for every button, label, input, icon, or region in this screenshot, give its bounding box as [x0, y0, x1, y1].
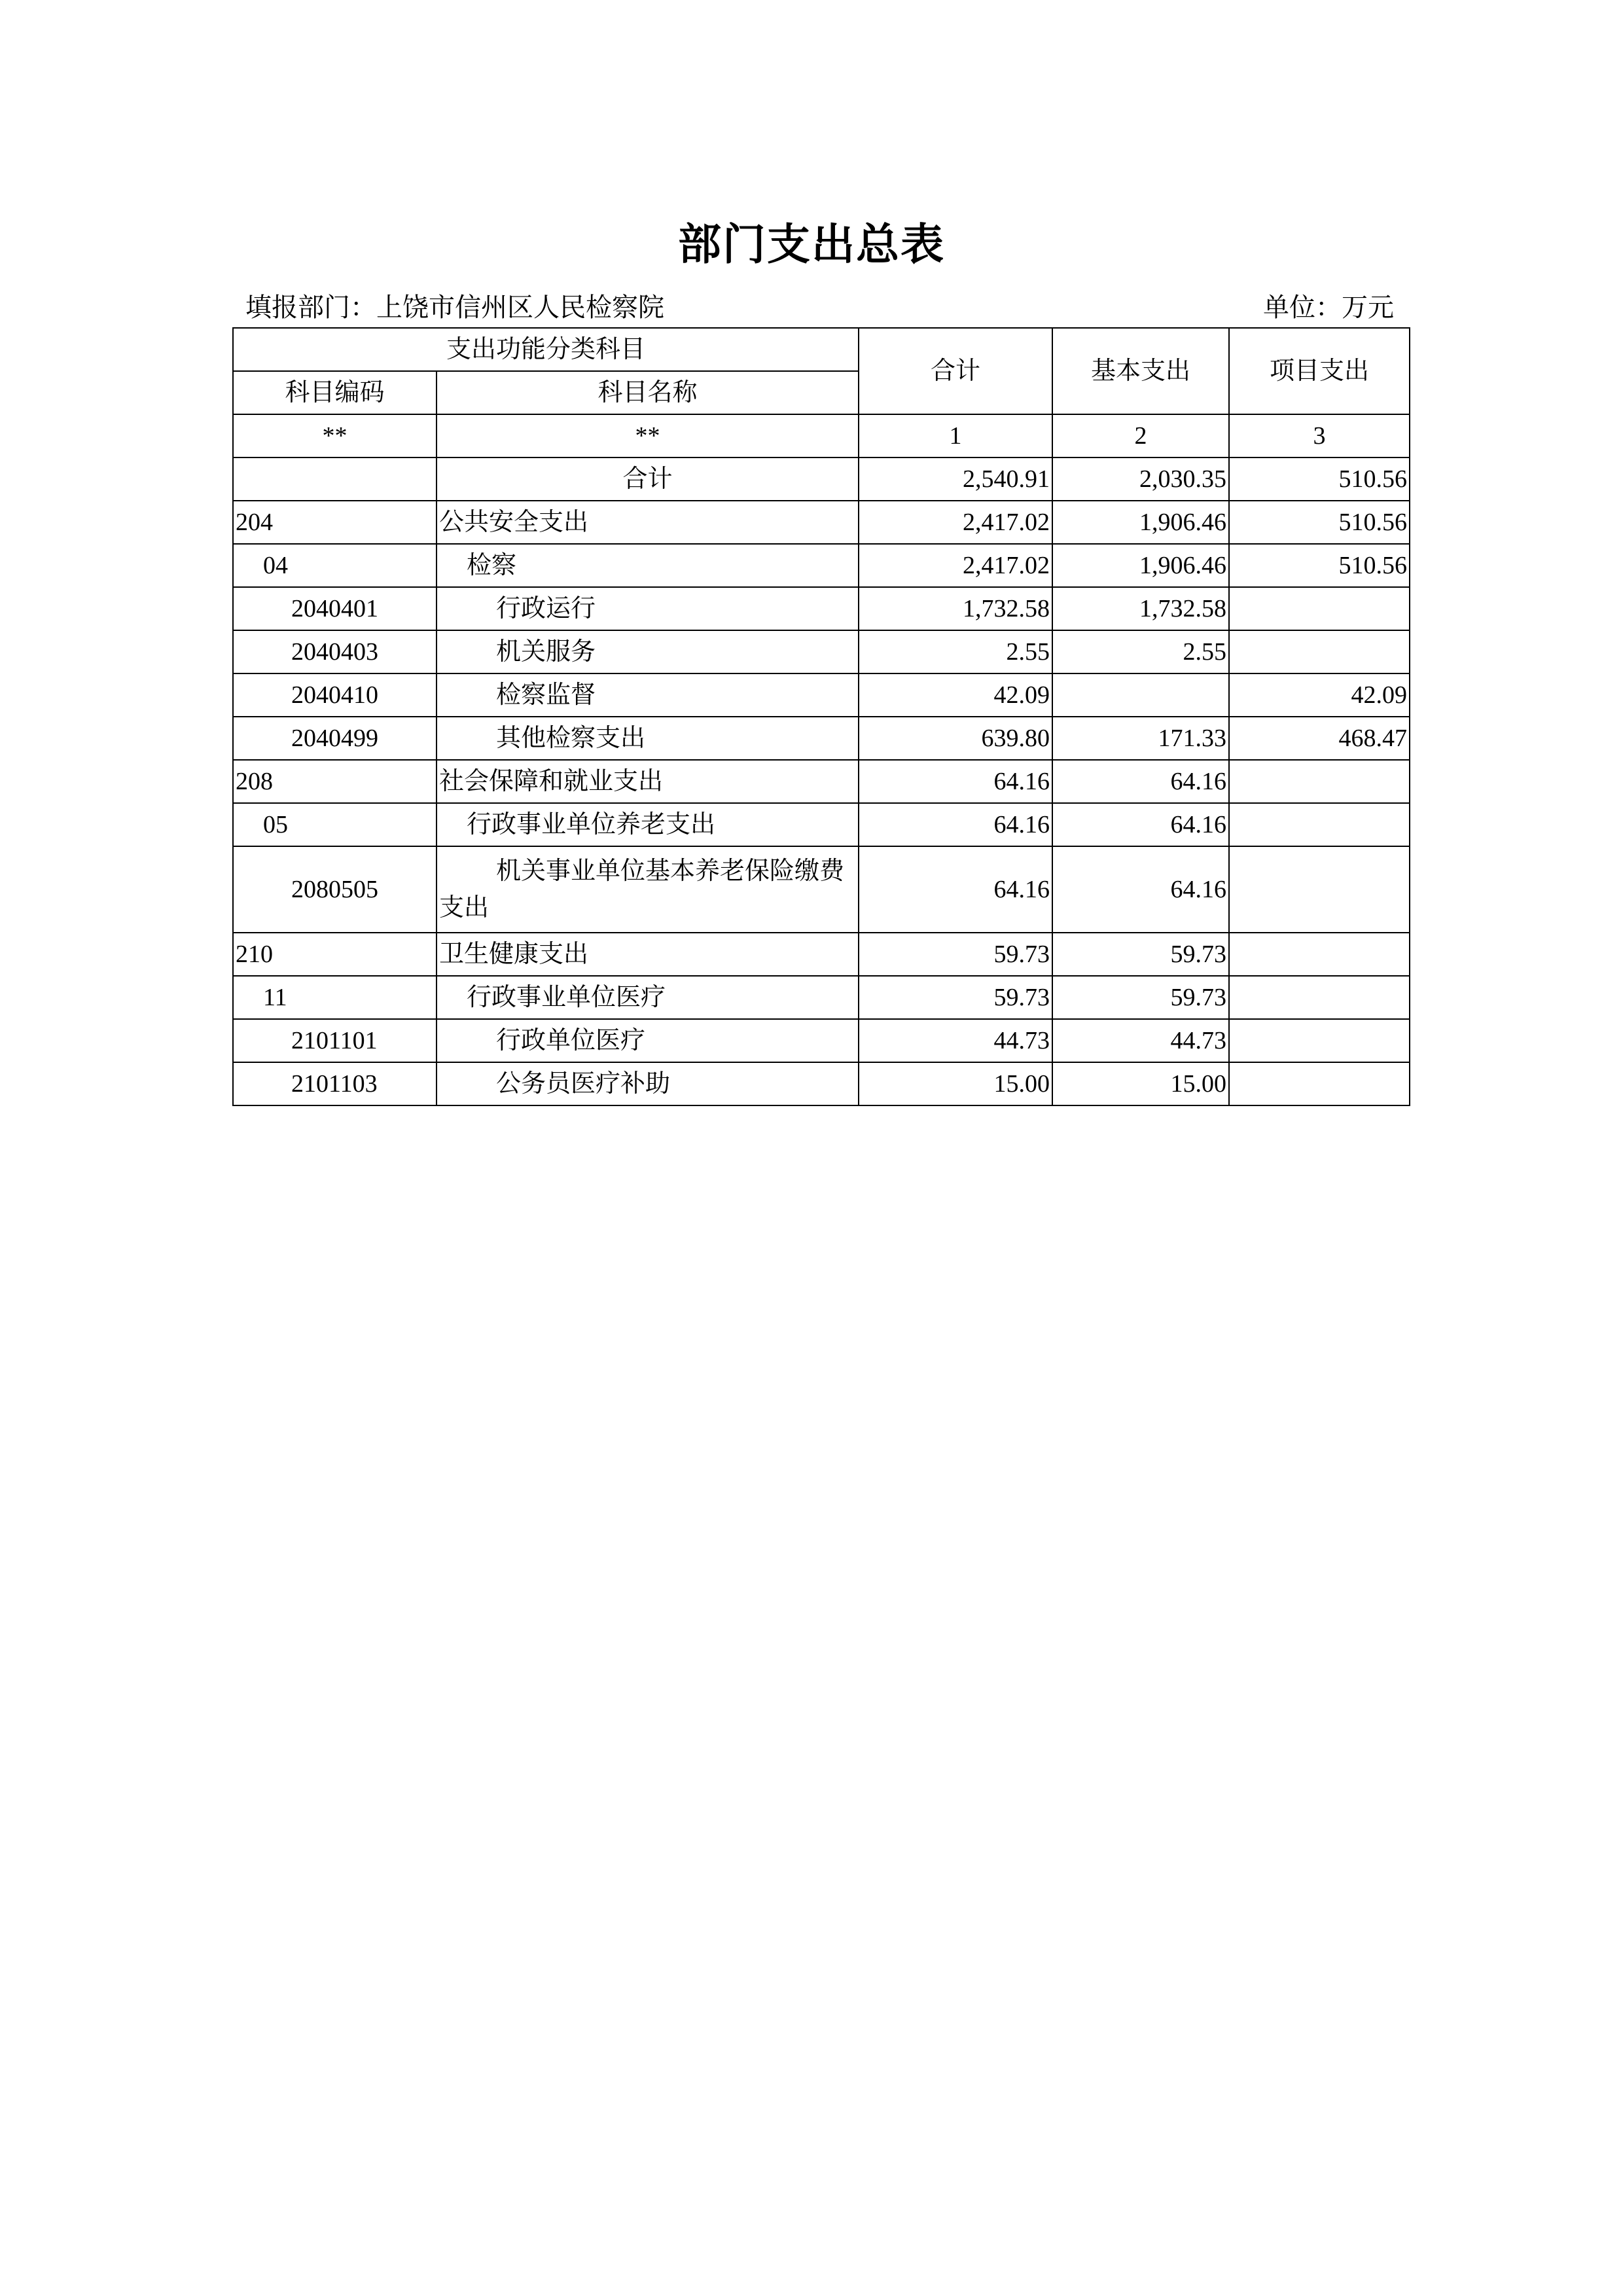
header-basic: 基本支出 — [1052, 328, 1229, 414]
index-total: 1 — [859, 414, 1052, 457]
row-basic: 59.73 — [1052, 933, 1229, 976]
row-name: 行政单位医疗 — [437, 1019, 859, 1062]
row-total: 2,417.02 — [859, 501, 1052, 544]
row-code: 2040403 — [233, 630, 437, 673]
row-name: 机关事业单位基本养老保险缴费支出 — [437, 846, 859, 933]
unit-label: 单位：万元 — [1263, 293, 1394, 323]
row-project — [1229, 846, 1410, 933]
table-row — [233, 933, 1410, 976]
row-name: 行政事业单位养老支出 — [437, 803, 859, 846]
index-row — [233, 414, 1410, 457]
row-code: 11 — [233, 976, 437, 1019]
index-code: ** — [233, 414, 437, 457]
row-name: 社会保障和就业支出 — [437, 760, 859, 803]
row-total: 64.16 — [859, 803, 1052, 846]
row-name: 行政事业单位医疗 — [437, 976, 859, 1019]
row-total: 42.09 — [859, 673, 1052, 717]
row-name: 公务员医疗补助 — [437, 1062, 859, 1105]
row-project — [1229, 976, 1410, 1019]
row-code: 2101101 — [233, 1019, 437, 1062]
row-basic: 59.73 — [1052, 976, 1229, 1019]
row-name: 行政运行 — [437, 587, 859, 630]
row-total: 64.16 — [859, 846, 1052, 933]
header-total: 合计 — [859, 328, 1052, 414]
row-code: 2040499 — [233, 717, 437, 760]
row-total: 2,540.91 — [859, 457, 1052, 501]
header-name: 科目名称 — [437, 371, 859, 414]
row-code: 204 — [233, 501, 437, 544]
header-row-1 — [233, 328, 1410, 371]
row-project — [1229, 933, 1410, 976]
row-project: 510.56 — [1229, 544, 1410, 587]
table-row — [233, 457, 1410, 501]
table-row — [233, 1019, 1410, 1062]
row-project — [1229, 760, 1410, 803]
row-basic: 171.33 — [1052, 717, 1229, 760]
row-basic — [1052, 673, 1229, 717]
department-label: 填报部门：上饶市信州区人民检察院 — [245, 293, 664, 323]
row-basic: 44.73 — [1052, 1019, 1229, 1062]
table-row — [233, 760, 1410, 803]
row-total: 2.55 — [859, 630, 1052, 673]
header-project: 项目支出 — [1229, 328, 1410, 414]
row-project: 42.09 — [1229, 673, 1410, 717]
table-row — [233, 1062, 1410, 1105]
row-total: 64.16 — [859, 760, 1052, 803]
row-project — [1229, 630, 1410, 673]
row-basic: 64.16 — [1052, 803, 1229, 846]
page-title: 部门支出总表 — [678, 219, 945, 270]
row-code: 210 — [233, 933, 437, 976]
table-row — [233, 976, 1410, 1019]
row-code: 2080505 — [233, 846, 437, 933]
row-name: 检察监督 — [437, 673, 859, 717]
row-project: 510.56 — [1229, 457, 1410, 501]
row-basic: 15.00 — [1052, 1062, 1229, 1105]
row-total: 59.73 — [859, 976, 1052, 1019]
row-project — [1229, 587, 1410, 630]
index-name: ** — [437, 414, 859, 457]
row-total: 59.73 — [859, 933, 1052, 976]
row-code — [233, 457, 437, 501]
table-row — [233, 717, 1410, 760]
index-project: 3 — [1229, 414, 1410, 457]
row-basic: 64.16 — [1052, 846, 1229, 933]
table-row — [233, 544, 1410, 587]
header-group: 支出功能分类科目 — [233, 328, 859, 371]
row-code: 04 — [233, 544, 437, 587]
row-basic: 1,906.46 — [1052, 501, 1229, 544]
table-row — [233, 846, 1410, 933]
row-name: 公共安全支出 — [437, 501, 859, 544]
table-row — [233, 587, 1410, 630]
row-name: 其他检察支出 — [437, 717, 859, 760]
row-code: 2101103 — [233, 1062, 437, 1105]
row-name: 机关服务 — [437, 630, 859, 673]
row-code: 208 — [233, 760, 437, 803]
table-row — [233, 501, 1410, 544]
row-basic: 2,030.35 — [1052, 457, 1229, 501]
row-total: 639.80 — [859, 717, 1052, 760]
row-total: 15.00 — [859, 1062, 1052, 1105]
row-name: 检察 — [437, 544, 859, 587]
row-project — [1229, 803, 1410, 846]
row-basic: 1,732.58 — [1052, 587, 1229, 630]
index-basic: 2 — [1052, 414, 1229, 457]
row-total: 1,732.58 — [859, 587, 1052, 630]
row-code: 2040410 — [233, 673, 437, 717]
row-basic: 64.16 — [1052, 760, 1229, 803]
row-project — [1229, 1062, 1410, 1105]
row-code: 2040401 — [233, 587, 437, 630]
row-total: 44.73 — [859, 1019, 1052, 1062]
row-project: 468.47 — [1229, 717, 1410, 760]
table-row — [233, 673, 1410, 717]
table-row — [233, 630, 1410, 673]
row-basic: 2.55 — [1052, 630, 1229, 673]
row-project: 510.56 — [1229, 501, 1410, 544]
row-code: 05 — [233, 803, 437, 846]
row-total: 2,417.02 — [859, 544, 1052, 587]
row-name: 卫生健康支出 — [437, 933, 859, 976]
expenditure-table — [232, 327, 1410, 1106]
row-project — [1229, 1019, 1410, 1062]
row-name: 合计 — [437, 457, 859, 501]
table-row — [233, 803, 1410, 846]
header-code: 科目编码 — [233, 371, 437, 414]
row-basic: 1,906.46 — [1052, 544, 1229, 587]
